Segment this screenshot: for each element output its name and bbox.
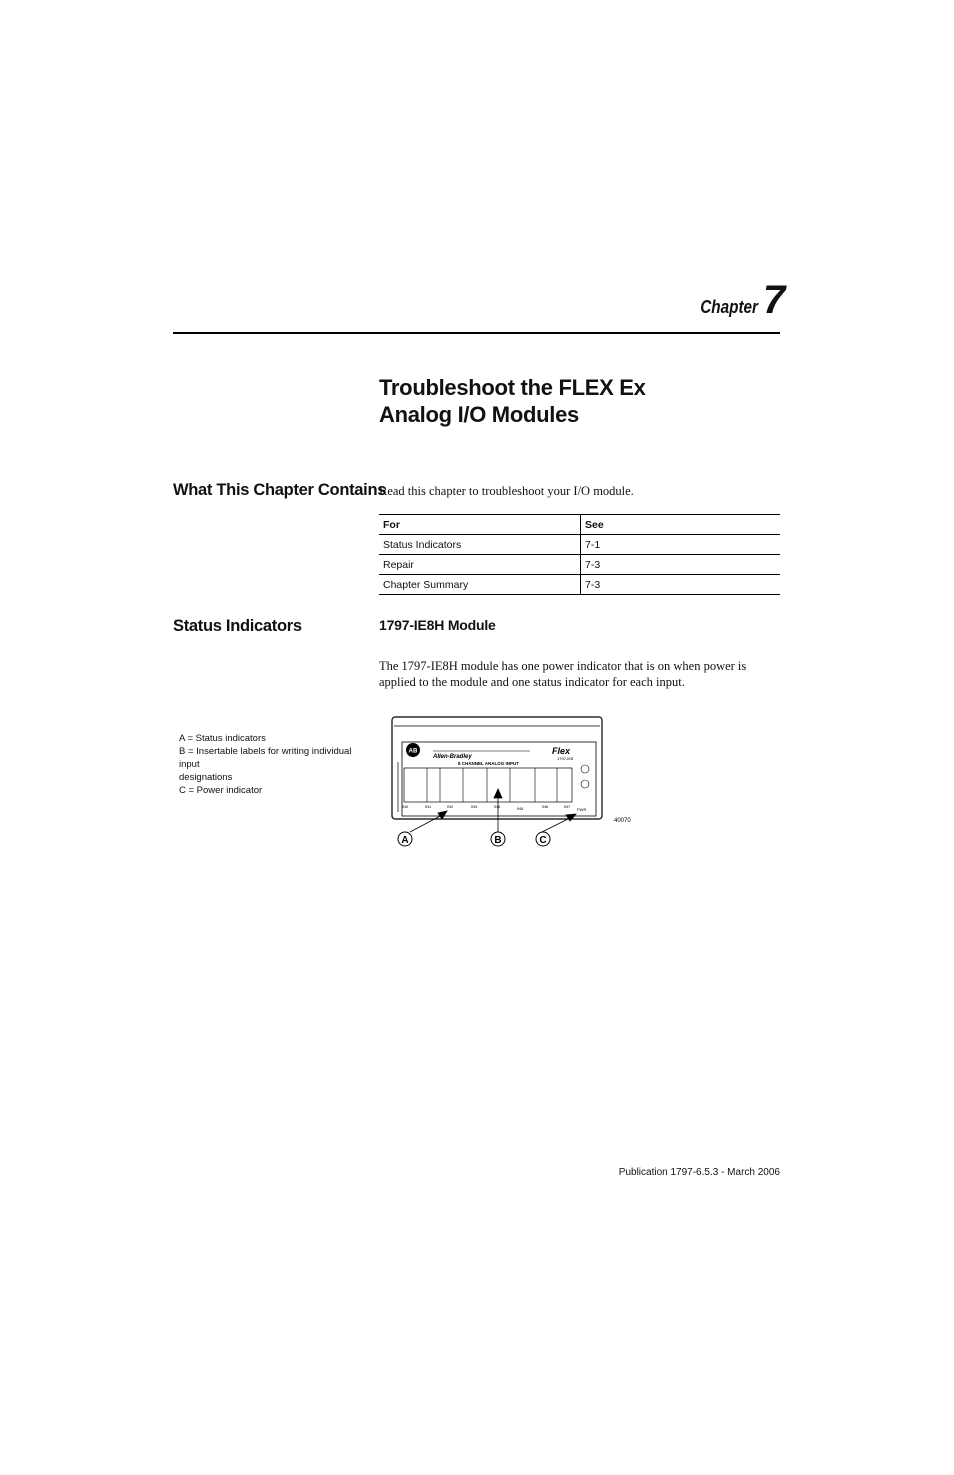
flex-label: Flex bbox=[552, 746, 571, 756]
legend-b-line1: B = Insertable labels for writing individual input bbox=[179, 746, 352, 770]
input-labels bbox=[402, 804, 571, 811]
contents-table bbox=[379, 514, 780, 595]
callout-a-label: A bbox=[401, 835, 409, 846]
chapter-title-line2: Analog I/O Modules bbox=[379, 402, 579, 427]
label-strip bbox=[404, 768, 572, 802]
table-row bbox=[379, 535, 780, 555]
input-label: IN6 bbox=[542, 804, 549, 809]
table-cell-see: 7-3 bbox=[581, 555, 781, 575]
table-cell-for: Status Indicators bbox=[379, 535, 581, 555]
legend-a: A = Status indicators bbox=[179, 733, 266, 744]
chapter-label: Chapter bbox=[700, 297, 758, 317]
input-label: IN4 bbox=[494, 804, 501, 809]
table-cell-see: 7-3 bbox=[581, 575, 781, 595]
table-header-see: See bbox=[581, 515, 781, 535]
label-slot-dividers bbox=[427, 768, 557, 802]
indicator-circle-icon bbox=[581, 765, 589, 773]
chapter-rule bbox=[173, 332, 780, 334]
input-label: IN7 bbox=[564, 804, 571, 809]
figure-number: 40070 bbox=[614, 818, 631, 824]
chapter-number: 7 bbox=[763, 278, 786, 322]
indicator-circle-icon bbox=[581, 780, 589, 788]
table-header-for: For bbox=[379, 515, 581, 535]
callout-c-label: C bbox=[539, 835, 547, 846]
brand-label: Allen-Bradley bbox=[433, 754, 472, 760]
chapter-title bbox=[379, 374, 646, 428]
callout-b-label: B bbox=[494, 835, 502, 846]
figure-legend bbox=[179, 732, 374, 797]
status-paragraph-line2: applied to the module and one status indicator for each input. bbox=[379, 675, 685, 689]
status-paragraph bbox=[379, 658, 746, 690]
module-subheading: 1797-IE8H Module bbox=[379, 617, 496, 633]
legend-c: C = Power indicator bbox=[179, 785, 263, 796]
module-name-label: 8 CHANNEL ANALOG INPUT bbox=[458, 761, 520, 766]
callout-arrows bbox=[410, 789, 576, 832]
table-cell-for: Repair bbox=[379, 555, 581, 575]
input-label: IN5 bbox=[517, 806, 524, 811]
table-cell-for: Chapter Summary bbox=[379, 575, 581, 595]
module-illustration bbox=[390, 714, 640, 864]
legend-b-line2: designations bbox=[179, 772, 233, 783]
status-paragraph-line1: The 1797-IE8H module has one power indicator that is on when power is bbox=[379, 659, 747, 673]
publication-footer: Publication 1797-6.5.3 - March 2006 bbox=[618, 1167, 780, 1178]
input-label: IN1 bbox=[425, 804, 432, 809]
contents-intro: Read this chapter to troubleshoot your I/O module. bbox=[379, 484, 634, 498]
contents-heading: What This Chapter Contains bbox=[173, 481, 387, 499]
ab-logo-text: AB bbox=[408, 748, 418, 755]
input-label: IN2 bbox=[447, 804, 454, 809]
input-label: IN0 bbox=[402, 804, 409, 809]
input-label: IN3 bbox=[471, 804, 478, 809]
table-cell-see: 7-1 bbox=[581, 535, 781, 555]
pwr-label: PWR bbox=[577, 807, 587, 812]
table-row bbox=[379, 575, 780, 595]
table-header-row bbox=[379, 515, 780, 535]
status-heading: Status Indicators bbox=[173, 617, 302, 635]
chapter-title-line1: Troubleshoot the FLEX Ex bbox=[379, 375, 646, 400]
catalog-label: 1797-IE8 bbox=[557, 756, 574, 761]
table-row bbox=[379, 555, 780, 575]
